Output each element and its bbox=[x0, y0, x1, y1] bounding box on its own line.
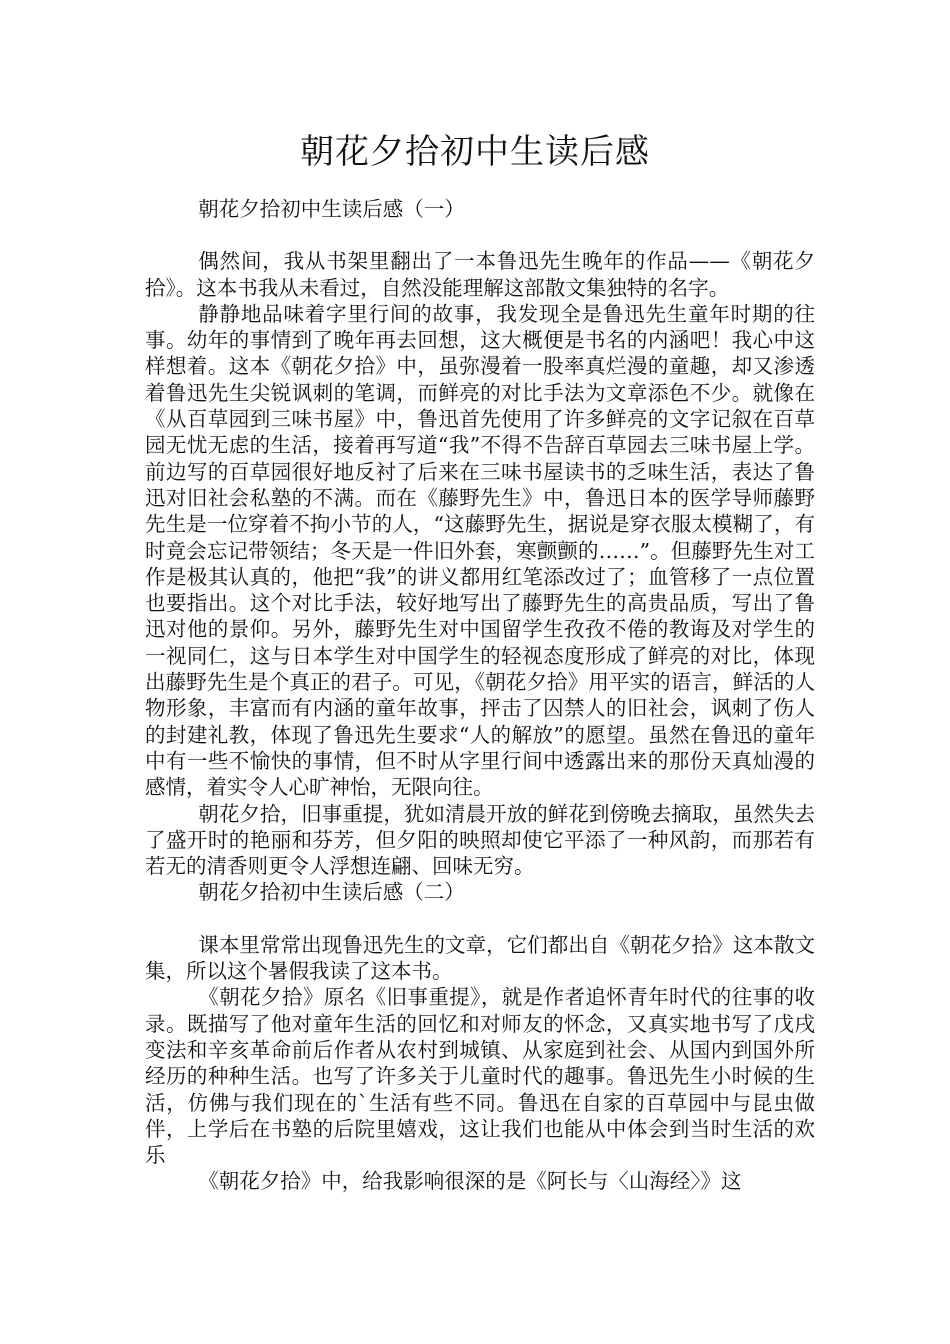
blank-line bbox=[145, 906, 815, 932]
document-body bbox=[145, 196, 815, 1195]
section-heading-1: 朝花夕拾初中生读后感（一） bbox=[198, 197, 465, 221]
blank-line bbox=[145, 222, 815, 248]
document-title: 朝花夕拾初中生读后感 bbox=[300, 132, 650, 172]
paragraph: 课本里常常出现鲁迅先生的文章，它们都出自《朝花夕拾》这本散文集，所以这个暑假我读了这本书。 bbox=[145, 932, 815, 984]
paragraph: 《朝花夕拾》中，给我影响很深的是《阿长与〈山海经〉》这 bbox=[198, 1169, 742, 1194]
paragraph: 静静地品味着字里行间的故事，我发现全是鲁迅先生童年时期的往事。幼年的事情到了晚年再去回想，这大概便是书名的内涵吧！我心中这样想着。这本《朝花夕拾》中，虽弥漫着一股率真烂漫的童趣，却又渗透着鲁迅先生尖锐讽刺的笔调，而鲜亮的对比手法为文章添色不少。就像在《从百草园到三味书屋》中，鲁迅首先使用了许多鲜亮的文字记叙在百草园无忧无虑的生活，接着再写道“我”不得不告辞百草园去三味书屋上学。前边写的百草园很好地反衬了后来在三味书屋读书的乏味生活，表达了鲁迅对旧社会私塾的不满。而在《藤野先生》中，鲁迅日本的医学导师藤野先生是一位穿着不拘小节的人，“这藤野先生，据说是穿衣服太模糊了，有时竟会忘记带领结；冬天是一件旧外套，寒颤颤的……”。但藤野先生对工作是极其认真的，他把“我”的讲义都用红笔添改过了；血管移了一点位置也要指出。这个对比手法，较好地写出了藤野先生的高贵品质，写出了鲁迅对他的景仰。另外，藤野先生对中国留学生孜孜不倦的教诲及对学生的一视同仁，这与日本学生对中国学生的轻视态度形成了鲜亮的对比，体现出藤野先生是个真正的君子。可见，《朝花夕拾》用平实的语言，鲜活的人物形象，丰富而有内涵的童年故事，抨击了囚禁人的旧社会，讽刺了伤人的封建礼教，体现了鲁迅先生要求“人的解放”的愿望。虽然在鲁迅的童年中有一些不愉快的事情，但不时从字里行间中透露出来的那份天真灿漫的感情，着实令人心旷神怡，无限向往。 bbox=[145, 301, 815, 800]
paragraph: 朝花夕拾，旧事重提，犹如清晨开放的鲜花到傍晚去摘取，虽然失去了盛开时的艳丽和芬芳，但夕阳的映照却使它平添了一种风韵，而那若有若无的清香则更令人浮想连翩、回味无穷。 bbox=[145, 801, 815, 879]
section-heading-2: 朝花夕拾初中生读后感（二） bbox=[198, 880, 465, 905]
paragraph: 偶然间，我从书架里翻出了一本鲁迅先生晚年的作品——《朝花夕拾》。这本书我从未看过，自然没能理解这部散文集独特的名字。 bbox=[145, 249, 815, 300]
paragraph: 《朝花夕拾》原名《旧事重提》，就是作者追怀青年时代的往事的收录。既描写了他对童年生活的回忆和对师友的怀念，又真实地书写了戊戌变法和辛亥革命前后作者从农村到城镇、从家庭到社会、从国内到国外所经历的种种生活。也写了许多关于儿童时代的趣事。鲁迅先生小时候的生活，仿佛与我们现在的`生活有些不同。鲁迅在自家的百草园中与昆虫做伴，上学后在书塾的后院里嬉戏，这让我们也能从中体会到当时生活的欢乐 bbox=[145, 985, 815, 1168]
